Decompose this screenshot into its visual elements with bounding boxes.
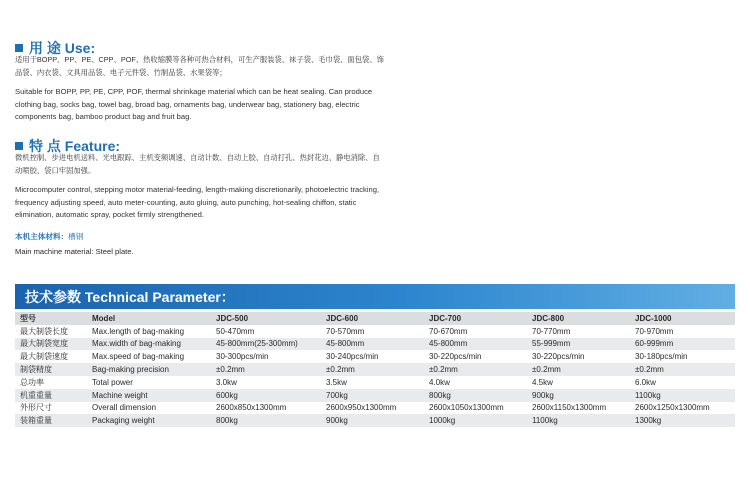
- param-value-cell: 45-800mm: [424, 338, 527, 351]
- param-value-cell: 3.5kw: [321, 376, 424, 389]
- table-row: [15, 402, 735, 415]
- param-name-en: Overall dimension: [87, 402, 211, 415]
- param-value-cell: 700kg: [321, 389, 424, 402]
- material-label: 本机主体材料：: [15, 232, 69, 241]
- param-value-cell: 1000kg: [424, 414, 527, 427]
- param-value-cell: 45-800mm(25-300mm): [211, 338, 321, 351]
- param-name-cn: 最大制袋长度: [15, 325, 87, 338]
- param-value-cell: 4.0kw: [424, 376, 527, 389]
- spec-table: [15, 312, 735, 427]
- table-row: [15, 350, 735, 363]
- param-value-cell: 50-470mm: [211, 325, 321, 338]
- bullet-square-icon: [15, 142, 23, 150]
- header-cell: Model: [87, 312, 211, 325]
- param-value-cell: 70-570mm: [321, 325, 424, 338]
- feature-en-text: Microcomputer control, stepping motor material-feeding, length-making discretionarily, photoelectric tracking, frequency adjusting speed, auto meter-counting, auto gluing, auto punching, hot-sealing chiffon, static elimination, automatic spray, pocket firmly strengthened.: [15, 185, 380, 219]
- param-value-cell: 30-180pcs/min: [630, 350, 735, 363]
- param-value-cell: 30-300pcs/min: [211, 350, 321, 363]
- header-cell: JDC-800: [527, 312, 630, 325]
- param-value-cell: ±0.2mm: [211, 363, 321, 376]
- header-cell: JDC-600: [321, 312, 424, 325]
- param-value-cell: 60-999mm: [630, 338, 735, 351]
- param-name-en: Total power: [87, 376, 211, 389]
- param-value-cell: 1100kg: [630, 389, 735, 402]
- table-row: [15, 389, 735, 402]
- table-row: [15, 363, 735, 376]
- bullet-square-icon: [15, 44, 23, 52]
- param-name-cn: 外形尺寸: [15, 402, 87, 415]
- material-en-text: Main machine material: Steel plate.: [15, 247, 134, 256]
- param-value-cell: 2600x850x1300mm: [211, 402, 321, 415]
- feature-heading-text: 特 点 Feature:: [29, 138, 121, 154]
- param-value-cell: 30-220pcs/min: [527, 350, 630, 363]
- feature-cn-text: 微机控制、步进电机送料、光电跟踪、主机变频调速、自动计数、自动上胶、自动打孔、热封花边、静电消除、自动喷胶、袋口牢固加强。: [15, 153, 380, 175]
- param-name-en: Max.length of bag-making: [87, 325, 211, 338]
- param-value-cell: 900kg: [321, 414, 424, 427]
- param-name-cn: 装箱重量: [15, 414, 87, 427]
- param-name-cn: 最大制袋速度: [15, 350, 87, 363]
- header-cell: JDC-500: [211, 312, 321, 325]
- use-heading-text: 用 途 Use:: [29, 40, 96, 56]
- param-name-cn: 制袋精度: [15, 363, 87, 376]
- table-header-row: [15, 312, 735, 325]
- use-en-text: Suitable for BOPP, PP, PE, CPP, POF, thermal shrinkage material which can be heat sealing. Can produce clothing bag, socks bag, towel bag, broad bag, ornaments bag, underwear bag, stationery bag, electric components bag, bamboo product bag and fruit bag.: [15, 87, 373, 121]
- param-value-cell: 2600x1150x1300mm: [527, 402, 630, 415]
- param-value-cell: ±0.2mm: [527, 363, 630, 376]
- use-cn-text: 适用于BOPP、PP、PE、CPP、POF、热收缩膜等各种可热合材料，可生产服装袋、袜子袋、毛巾袋、面包袋、饰品袋、内衣袋、文具用品袋、电子元件袋、竹制品袋、水果袋等；: [15, 55, 384, 77]
- param-name-cn: 最大制袋宽度: [15, 338, 87, 351]
- param-value-cell: 45-800mm: [321, 338, 424, 351]
- table-row: [15, 376, 735, 389]
- header-cell: JDC-700: [424, 312, 527, 325]
- param-name-en: Machine weight: [87, 389, 211, 402]
- param-value-cell: 2600x1250x1300mm: [630, 402, 735, 415]
- material-value: 槽钢: [68, 232, 84, 241]
- param-value-cell: 70-770mm: [527, 325, 630, 338]
- param-value-cell: 2600x1050x1300mm: [424, 402, 527, 415]
- param-value-cell: 2600x950x1300mm: [321, 402, 424, 415]
- param-value-cell: ±0.2mm: [424, 363, 527, 376]
- param-name-en: Max.speed of bag-making: [87, 350, 211, 363]
- param-value-cell: 70-670mm: [424, 325, 527, 338]
- param-value-cell: 4.5kw: [527, 376, 630, 389]
- param-value-cell: 30-220pcs/min: [424, 350, 527, 363]
- param-name-en: Bag-making precision: [87, 363, 211, 376]
- param-value-cell: ±0.2mm: [321, 363, 424, 376]
- table-row: [15, 325, 735, 338]
- param-name-en: Max.width of bag-making: [87, 338, 211, 351]
- param-value-cell: 800kg: [424, 389, 527, 402]
- param-name-cn: 机重重量: [15, 389, 87, 402]
- param-value-cell: 55-999mm: [527, 338, 630, 351]
- table-row: [15, 414, 735, 427]
- table-row: [15, 338, 735, 351]
- param-value-cell: 70-970mm: [630, 325, 735, 338]
- param-value-cell: 3.0kw: [211, 376, 321, 389]
- param-value-cell: 1300kg: [630, 414, 735, 427]
- header-cell: 型号: [15, 312, 87, 325]
- technical-parameter-title: 技术参数 Technical Parameter：: [15, 284, 735, 309]
- param-value-cell: 800kg: [211, 414, 321, 427]
- param-name-cn: 总功率: [15, 376, 87, 389]
- param-value-cell: 600kg: [211, 389, 321, 402]
- param-value-cell: 6.0kw: [630, 376, 735, 389]
- param-value-cell: ±0.2mm: [630, 363, 735, 376]
- param-value-cell: 30-240pcs/min: [321, 350, 424, 363]
- param-name-en: Packaging weight: [87, 414, 211, 427]
- param-value-cell: 1100kg: [527, 414, 630, 427]
- material-label-line: [15, 231, 83, 242]
- param-value-cell: 900kg: [527, 389, 630, 402]
- header-cell: JDC-1000: [630, 312, 735, 325]
